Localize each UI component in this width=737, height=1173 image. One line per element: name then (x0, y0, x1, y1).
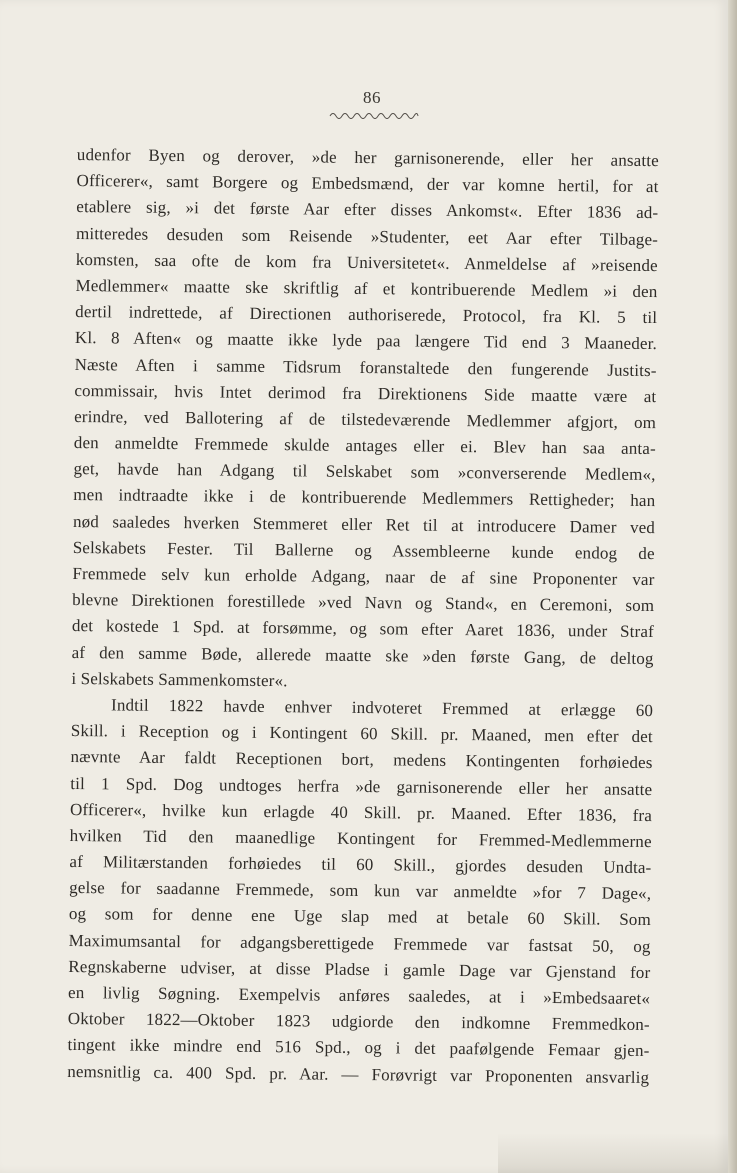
text-line: Medlemmer« maatte ske skriftlig af et kontribuerende Medlem »i den (75, 275, 658, 302)
text-line: og som for denne ene Uge slap med at betale 60 Skill. Som (68, 904, 651, 930)
page-corner-shadow (498, 1133, 728, 1173)
text-line: komsten, saa ofte de kom fra Universitetet«. Anmeldelse af »reisende (75, 249, 658, 275)
text-line: af Militærstanden forhøiedes til 60 Skill., gjordes desuden Undta- (69, 852, 652, 878)
text-line: Officerer«, hvilke kun erlagde 40 Skill. pr. Maaned. Efter 1836, fra (69, 799, 653, 825)
text-line: Skill. i Reception og i Kontingent 60 Skill. pr. Maaned, men efter det (70, 721, 653, 747)
text-line: Næste Aften i samme Tidsrum foranstaltede den fungerende Justits- (74, 354, 657, 380)
body-text (67, 142, 659, 1091)
text-line: nævnte Aar faldt Receptionen bort, medens Kontingenten forhøiedes (70, 747, 653, 773)
text-line: Oktober 1822—Oktober 1823 udgiorde den indkomne Fremmedkon- (67, 1009, 650, 1035)
text-line: det kostede 1 Spd. at forsømme, og som efter Aaret 1836, under Straf (71, 616, 655, 642)
text-line: Maximumsantal for adgangsberettigede Fremmede var fastsat 50, og (68, 930, 651, 956)
text-line: gelse for saadanne Fremmede, som kun var anmeldte »for 7 Dage«, (69, 878, 652, 904)
text-line: Officerer«, samt Borgere og Embedsmænd, der var komne hertil, for at (76, 171, 659, 197)
text-line: en livlig Søgning. Exempelvis anføres saaledes, at i »Embedsaaret« (67, 982, 651, 1009)
text-line: udenfor Byen og derover, »de her garnisonerende, eller her ansatte (76, 144, 659, 171)
page-number: 86 (363, 88, 381, 107)
text-line: mitteredes desuden som Reisende »Studenter, eet Aar efter Tilbage- (75, 223, 659, 249)
text-line: Kl. 8 Aften« og maatte ikke lyde paa længere Tid end 3 Maaneder. (74, 328, 658, 354)
text-line: af den samme Bøde, allerede maatte ske »den første Gang, de deltog (71, 642, 654, 668)
text-line: hvilken Tid den maanedlige Kontingent for Fremmed-Medlemmerne (69, 825, 652, 851)
text-line: erindre, ved Ballotering af de tilstedeværende Medlemmer afgjort, om (74, 406, 657, 432)
text-line: Selskabets Fester. Til Ballerne og Assembleerne kunde endog de (72, 537, 655, 563)
text-line: get, havde han Adgang til Selskabet som »converserende Medlem«, (73, 459, 656, 485)
text-line: men indtraadte ikke i de kontribuerende Medlemmers Rettigheder; han (73, 485, 656, 511)
text-line: tingent ikke mindre end 516 Spd., og i det paafølgende Femaar gjen- (67, 1035, 650, 1061)
text-line: Regnskaberne udviser, at disse Pladse i gamle Dage var Gjenstand for (68, 956, 651, 982)
text-line: dertil indrettede, af Directionen authoriserede, Protocol, fra Kl. 5 til (75, 302, 658, 328)
text-line: den anmeldte Fremmede skulde antages eller ei. Blev han saa anta- (73, 433, 656, 459)
text-line: til 1 Spd. Dog undtoges herfra »de garnisonerende eller her ansatte (70, 773, 653, 799)
text-line: blevne Direktionen forestillede »ved Navn og Stand«, en Ceremoni, som (72, 590, 655, 616)
text-line: commissair, hvis Intet derimod fra Direktionens Side maatte være at (74, 380, 657, 406)
wavy-rule-ornament-icon (328, 110, 420, 122)
text-line: etablere sig, »i det første Aar efter disses Ankomst«. Efter 1836 ad- (76, 197, 659, 223)
page-edge (728, 0, 737, 1173)
text-line: Fremmede selv kun erholde Adgang, naar de af sine Proponenter var (72, 563, 655, 590)
text-line: Indtil 1822 havde enhver indvoteret Fremmed at erlægge 60 (111, 695, 654, 721)
text-line: nød saaledes hverken Stemmeret eller Ret til at introducere Damer ved (72, 511, 656, 537)
text-line: nemsnitlig ca. 400 Spd. pr. Aar. — Forøvrigt var Proponenten ansvarlig (67, 1061, 650, 1087)
text-line: i Selskabets Sammenkomster«. (71, 668, 288, 690)
